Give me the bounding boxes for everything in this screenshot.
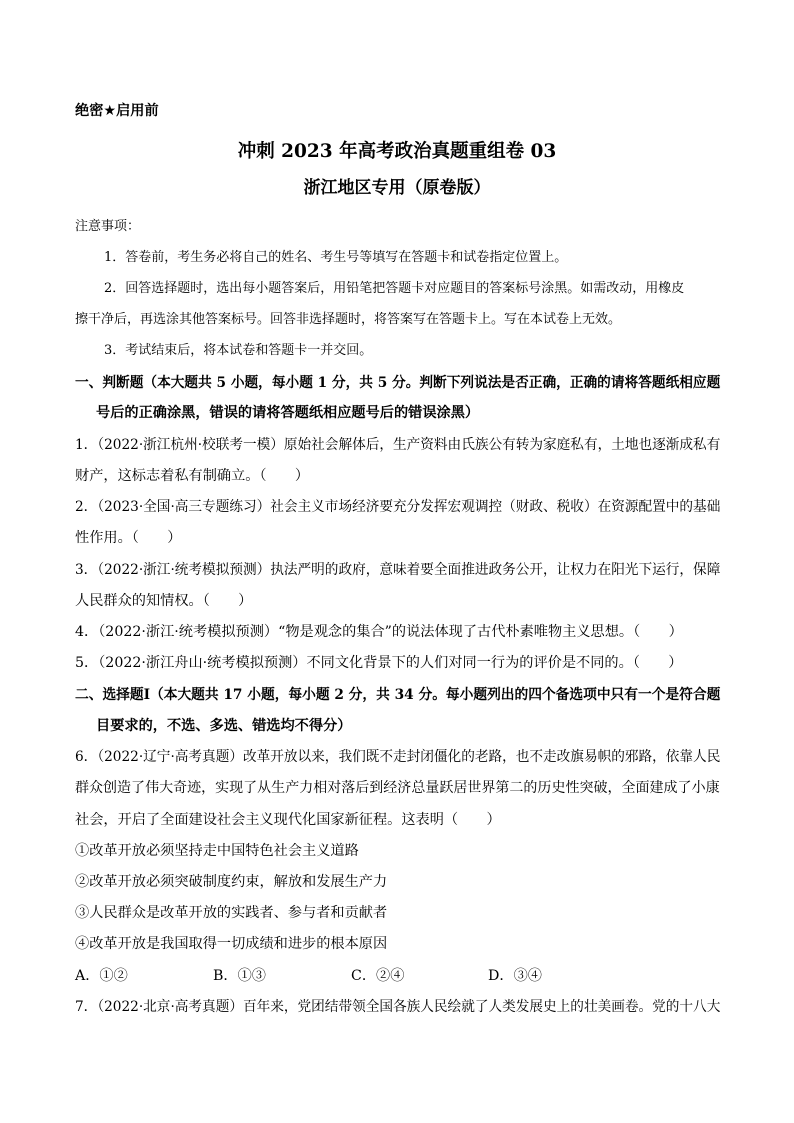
question-2: 2．（2023·全国·高三专题练习）社会主义市场经济要充分发挥宏观调控（财政、税收）在资源配置中的基础 [75,499,721,515]
statement-2: ②改革开放必须突破制度约束，解放和发展生产力 [75,874,388,890]
option-d: D．③④ [488,968,542,984]
notice-heading: 注意事项： [75,219,141,234]
statement-4: ④改革开放是我国取得一切成绩和进步的根本原因 [75,936,388,952]
section1-heading-cont: 号后的正确涂黑，错误的请将答题纸相应题号后的错误涂黑） [96,405,480,421]
notice-item: 3．考试结束后，将本试卷和答题卡一并交回。 [104,343,373,358]
question-6: 6．（2022·辽宁·高考真题）改革开放以来，我们既不走封闭僵化的老路，也不走改旗易帜的邪路，依靠人民 [75,749,721,765]
notice-item: 2．回答选择题时，选出每小题答案后，用铅笔把答题卡对应题目的答案标号涂黑。如需改动，用橡皮 [104,281,685,296]
section1-heading: 一、判断题（本大题共 5 小题，每小题 1 分，共 5 分。判断下列说法是否正确，正确的请将答题纸相应题 [75,375,721,391]
notice-item: 1．答卷前，考生务必将自己的姓名、考生号等填写在答题卡和试卷指定位置上。 [104,250,568,265]
question-6-cont: 群众创造了伟大奇迹，实现了从生产力相对落后到经济总量跃居世界第二的历史性突破，全面建成了小康 [75,780,720,796]
section2-heading: 二、选择题Ⅰ（本大题共 17 小题，每小题 2 分，共 34 分。每小题列出的四个备选项中只有一个是符合题 [75,687,721,703]
option-c: C．②④ [351,968,405,984]
statement-1: ①改革开放必须坚持走中国特色社会主义道路 [75,843,359,859]
secret-mark: 绝密★启用前 [75,103,159,119]
question-7: 7．（2022·北京·高考真题）百年来，党团结带领全国各族人民绘就了人类发展史上的壮美画卷。党的十八大 [75,999,721,1015]
question-6-cont: 社会，开启了全面建设社会主义现代化国家新征程。这表明（ ） [75,812,501,828]
question-4: 4．（2022·浙江·统考模拟预测）“物是观念的集合”的说法体现了古代朴素唯物主义思想。（ ） [75,624,683,640]
question-2-cont: 性作用。（ ） [75,530,182,546]
question-1-cont: 财产，这标志着私有制确立。（ ） [75,468,310,484]
question-3: 3．（2022·浙江·统考模拟预测）执法严明的政府，意味着要全面推进政务公开，让权力在阳光下运行，保障 [75,562,721,578]
option-b: B．①③ [213,968,266,984]
page-subtitle: 浙江地区专用（原卷版） [303,178,491,198]
option-a: A．①② [75,968,128,984]
section2-heading-cont: 目要求的，不选、多选、错选均不得分） [96,718,352,734]
question-1: 1．（2022·浙江杭州·校联考一模）原始社会解体后，生产资料由氏族公有转为家庭私有，土地也逐渐成私有 [75,437,721,453]
notice-item-cont: 擦干净后，再选涂其他答案标号。回答非选择题时，将答案写在答题卡上。写在本试卷上无效。 [75,312,622,327]
statement-3: ③人民群众是改革开放的实践者、参与者和贡献者 [75,905,388,921]
question-3-cont: 人民群众的知情权。（ ） [75,593,253,609]
question-5: 5．（2022·浙江舟山·统考模拟预测）不同文化背景下的人们对同一行为的评价是不同的。（ ） [75,655,683,671]
page-title: 冲刺 2023 年高考政治真题重组卷 03 [237,141,557,162]
